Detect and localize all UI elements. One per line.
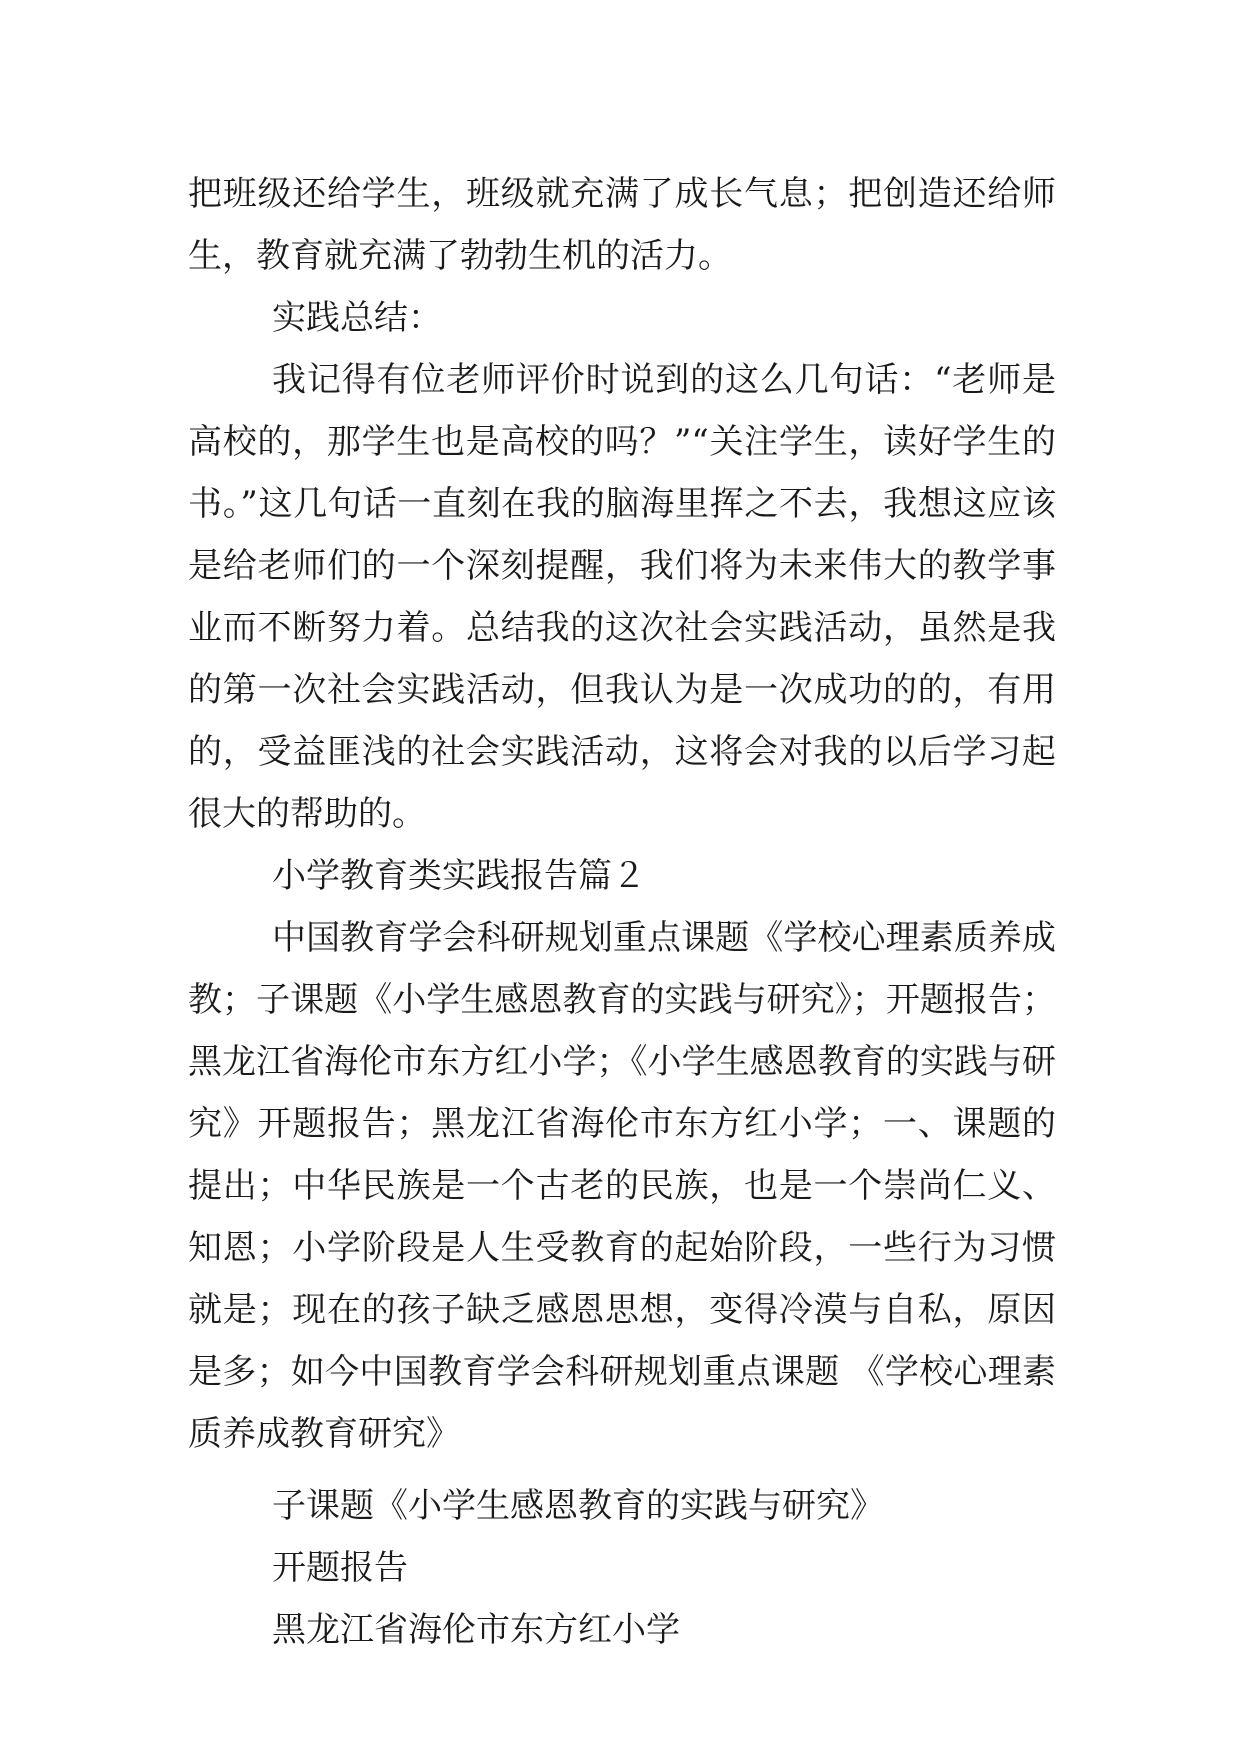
paragraph-subtopic: 子课题《小学生感恩教育的实践与研究》 xyxy=(272,1486,884,1526)
paragraph-summary-body: 我记得有位老师评价时说到的这么几句话：“老师是高校的，那学生也是高校的吗？”“关注学生，读好学生的书。”这几句话一直刻在我的脑海里挥之不去，我想这应该是给老师们的一个深刻提醒，我们将为未来伟大的教学事业而不断努力着。总结我的这次社会实践活动，虽然是我的第一次社会实践活动，但我认为是一次成功的的，有用的，受益匪浅的社会实践活动，这将会对我的以后学习起很大的帮助的。 xyxy=(188,360,1056,834)
paragraph-opening-report: 开题报告 xyxy=(272,1548,408,1588)
paragraph-spacer xyxy=(188,1465,1056,1475)
paragraph-summary-heading: 实践总结： xyxy=(272,298,442,338)
section-title-report-2: 小学教育类实践报告篇２ xyxy=(272,856,646,896)
paragraph-school-name: 黑龙江省海伦市东方红小学 xyxy=(272,1610,680,1650)
paragraph-research-topic: 中国教育学会科研规划重点课题《学校心理素质养成教；子课题《小学生感恩教育的实践与研究》；开题报告；黑龙江省海伦市东方红小学；《小学生感恩教育的实践与研究》开题报告；黑龙江省海伦市东方红小学；一、课题的提出；中华民族是一个古老的民族，也是一个崇尚仁义、知恩；小学阶段是人生受教育的起始阶段，一些行为习惯就是；现在的孩子缺乏感恩思想，变得冷漠与自私，原因是多；如今中国教育学会科研规划重点课题 《学校心理素质养成教育研究》 xyxy=(188,918,1056,1454)
paragraph-opening: 把班级还给学生，班级就充满了成长气息；把创造还给师生，教育就充满了勃勃生机的活力。 xyxy=(188,174,1056,276)
document-body xyxy=(188,163,1056,1661)
